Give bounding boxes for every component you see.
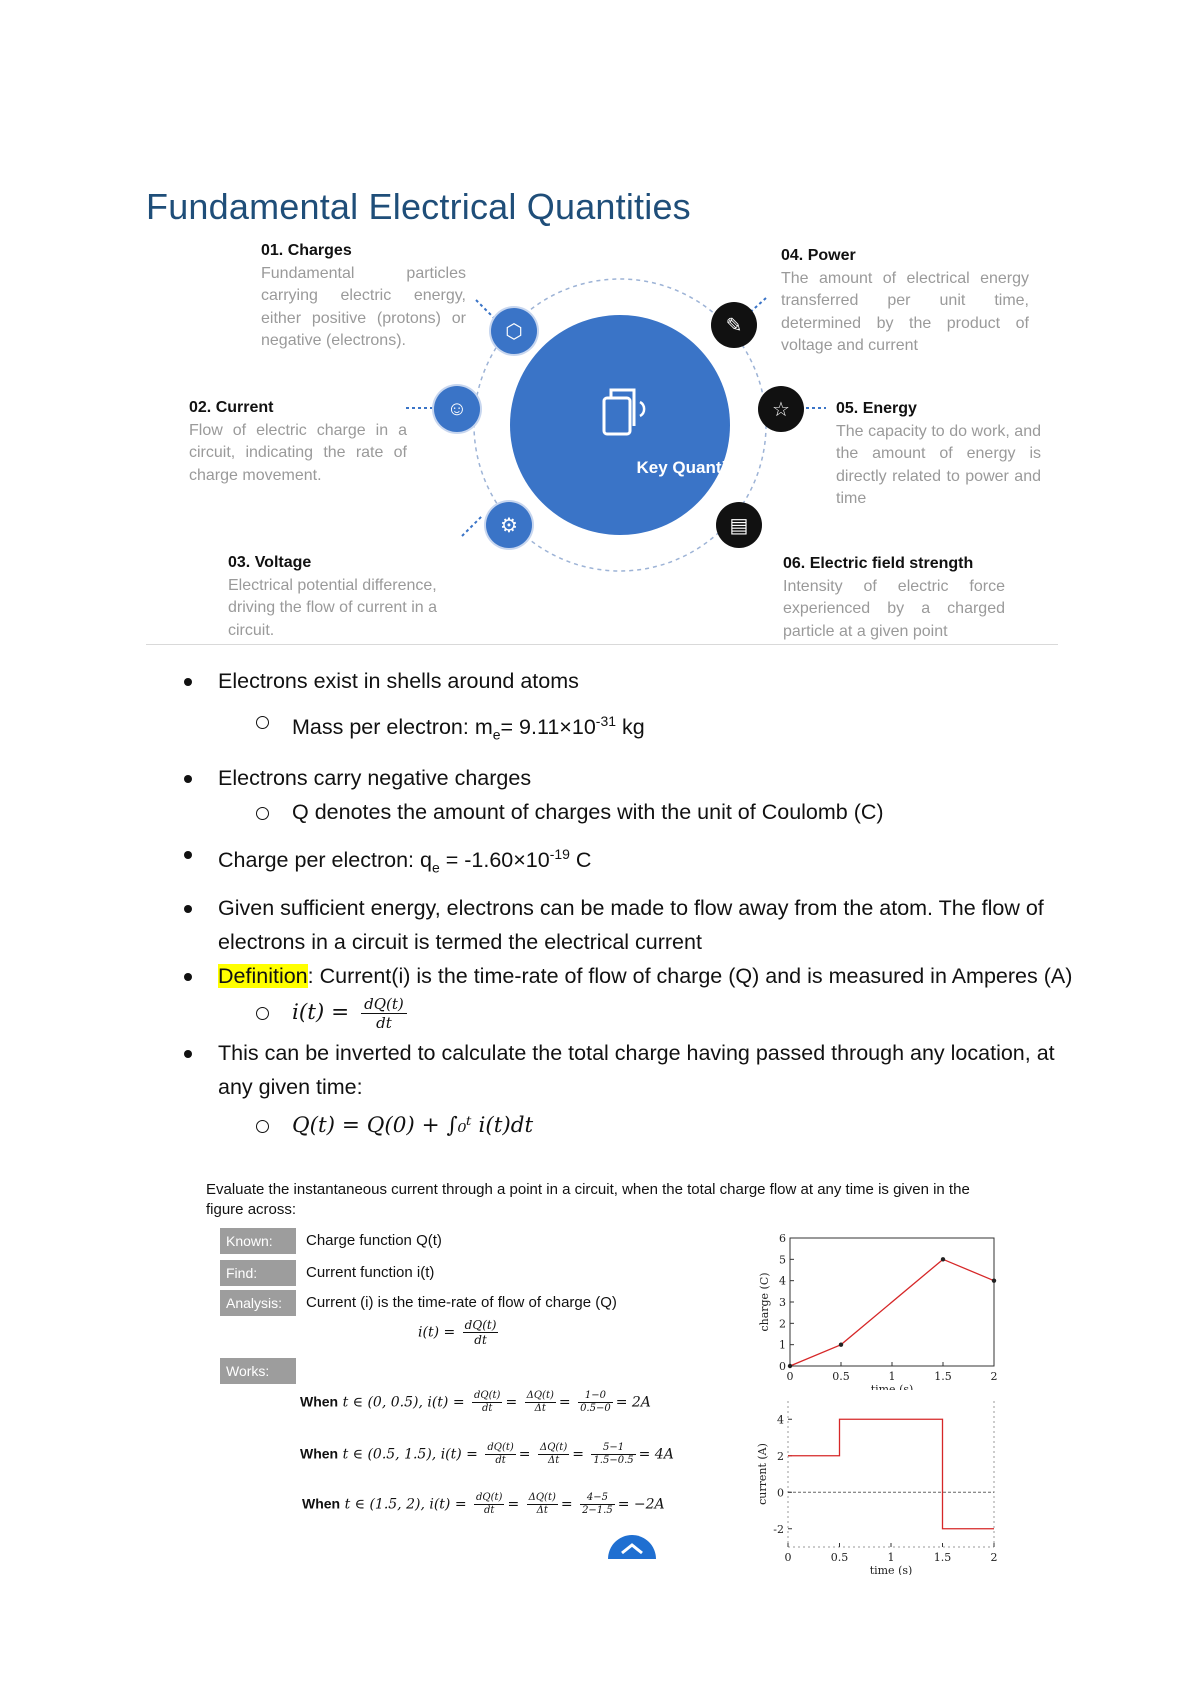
x-tick-label: 0 [784,1551,792,1564]
list-item: Electrons exist in shells around atoms [146,664,1076,698]
x-tick-label: 2 [990,1370,998,1383]
card-desc: Intensity of electric force experienced by a charged particle at a given point [783,577,1005,640]
find-tag: Find: [220,1260,296,1286]
data-point [941,1257,945,1261]
x-tick-label: 2 [990,1551,998,1564]
work-line-2: When t ∈ (0.5, 1.5), i(t) = $\frac{dQ(t)}{dt}$ = $\frac{\Delta Q(t)}{\Delta t}$ = $\frac{5-1}{1.5-0.5}$ = 4A [300,1442,674,1466]
card-current [189,397,407,487]
list-item: Given sufficient energy, electrons can be made to flow away from the atom. The flow of electrons in a circuit is termed the electrical current [146,891,1076,959]
y-tick-label: 4 [779,1274,786,1288]
data-point [839,1342,843,1346]
series-line [790,1259,994,1366]
series-line [788,1419,994,1529]
x-tick-label: 1.5 [933,1551,952,1564]
y-tick-label: 3 [779,1296,786,1309]
card-energy [836,398,1041,511]
y-axis-label: current (A) [756,1443,769,1505]
divider [146,644,1058,645]
find-value: Current function i(t) [306,1264,435,1281]
gear-icon: ⚙ [486,502,532,548]
pen-icon: ✎ [711,302,757,348]
card-desc: The amount of electrical energy transferred per unit time, determined by the product of voltage and current [781,269,1029,354]
x-tick-label: 0.5 [830,1551,849,1564]
card-title: 03. Voltage [228,554,312,571]
list-item: Q(t) = Q(0) + ∫₀ᵗ i(t)dt [146,1108,1076,1143]
star-icon: ☆ [758,386,804,432]
x-tick-label: 0 [786,1370,794,1383]
card-title: 05. Energy [836,400,917,417]
bullet-list [146,664,1076,1143]
scroll-up-icon[interactable] [606,1533,658,1559]
list-item: Mass per electron: $m_e= 9.11\times 10^{-31}$ kg [146,704,1076,751]
page-title: Fundamental Electrical Quantities [146,186,691,227]
key-quantities-infographic [146,240,1058,645]
center-label: Key Quantities [636,458,756,477]
analysis-value: Current (i) is the time-rate of flow of charge (Q) [306,1294,617,1311]
work-line-1: When t ∈ (0, 0.5), i(t) = $\frac{dQ(t)}{dt}$ = $\frac{\Delta Q(t)}{\Delta t}$ = $\frac{1-0}{0.5-0}$ = 2A [300,1390,651,1414]
list-item: Electrons carry negative charges [146,761,1076,795]
list-item: Charge per electron: $q_e = -1.60\times 10^{-19}$ C [146,837,1076,884]
known-value: Charge function Q(t) [306,1232,442,1249]
analysis-tag: Analysis: [220,1290,296,1316]
x-tick-label: 0.5 [832,1370,850,1383]
definition-highlight: Definition [218,963,308,988]
example-graphs [740,1220,1020,1575]
y-tick-label: 2 [779,1317,786,1331]
card-voltage [228,552,478,642]
y-tick-label: 5 [779,1253,786,1267]
card-desc: Flow of electric charge in a circuit, indicating the rate of charge movement. [189,421,407,484]
work-line-3: When t ∈ (1.5, 2), i(t) = $\frac{dQ(t)}{dt}$ = $\frac{\Delta Q(t)}{\Delta t}$ = $\frac{4-5}{2-1.5}$ = −2A [302,1492,665,1516]
y-axis-label: charge (C) [758,1272,771,1332]
y-tick-label: 1 [779,1338,786,1352]
x-tick-label: 1 [887,1551,895,1564]
y-tick-label: 6 [779,1232,786,1245]
person-icon: ☺ [434,386,480,432]
x-axis-label: time (s) [869,1564,913,1575]
y-tick-label: -2 [773,1522,784,1536]
x-tick-label: 1.5 [934,1370,952,1383]
card-electric-field [783,553,1005,643]
card-title: 06. Electric field strength [783,555,974,572]
example-question: Evaluate the instantaneous current through a point in a circuit, when the total charge flow at any time is given in the figure across: [206,1181,970,1218]
card-charges [261,240,466,353]
plot-frame [788,1401,994,1547]
card-desc: The capacity to do work, and the amount of energy is directly related to power and time [836,422,1041,507]
card-desc: Fundamental particles carrying electric energy, either positive (protons) or negative (electrons). [261,264,466,349]
data-point [992,1278,996,1282]
list-item: i(t) = $\frac{dQ(t)}{dt}$ [146,995,1076,1032]
analysis-equation: i(t) = $\frac{dQ(t)}{dt}$ [418,1318,497,1347]
document-icon: ▤ [716,502,762,548]
card-title: 01. Charges [261,242,352,259]
card-title: 02. Current [189,399,274,416]
known-tag: Known: [220,1228,296,1254]
x-tick-label: 1 [888,1370,896,1383]
y-tick-label: 2 [777,1449,784,1463]
y-tick-label: 4 [777,1413,784,1427]
y-tick-label: 0 [779,1360,786,1373]
card-desc: Electrical potential difference, driving the flow of current in a circuit. [228,576,437,639]
charge-chart [740,1220,1020,1390]
y-tick-label: 0 [777,1486,784,1500]
current-chart [740,1395,1020,1575]
data-point [788,1364,792,1368]
card-title: 04. Power [781,247,856,264]
cube-icon: ⬡ [491,308,537,354]
list-item: Q denotes the amount of charges with the unit of Coulomb (C) [146,795,1076,829]
list-item: This can be inverted to calculate the total charge having passed through any location, at any given time: [146,1036,1076,1104]
works-tag: Works: [220,1358,296,1384]
card-power [781,245,1029,358]
list-item: Definition: Current(i) is the time-rate of flow of charge (Q) and is measured in Amperes (A) [146,959,1076,993]
x-axis-label: time (s) [870,1383,914,1390]
